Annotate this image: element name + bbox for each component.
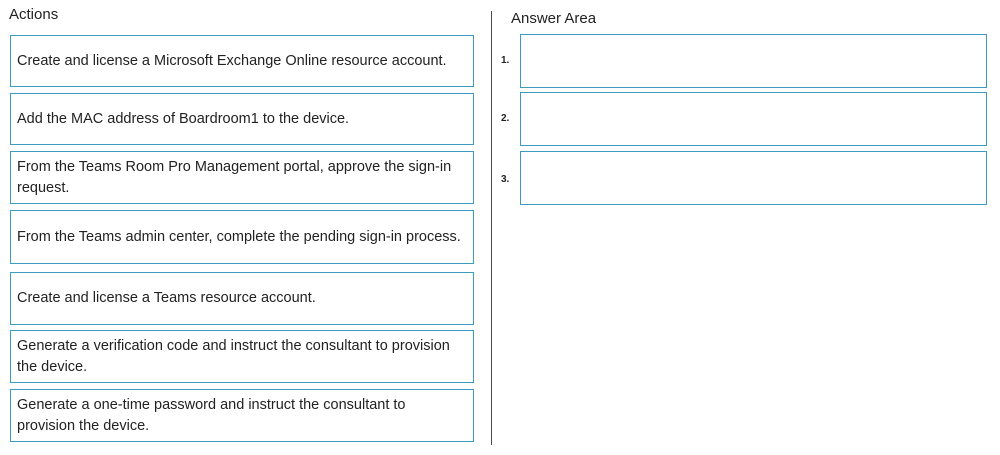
answer-slot-3[interactable]	[520, 151, 987, 205]
action-item-generate-verification-code[interactable]: Generate a verification code and instruct the consultant to provision the device.	[10, 330, 474, 383]
action-item-approve-sign-in-request[interactable]: From the Teams Room Pro Management portal, approve the sign-in request.	[10, 151, 474, 204]
answer-number-1: 1.	[501, 55, 510, 66]
answer-slot-1[interactable]	[520, 34, 987, 88]
answer-slot-2[interactable]	[520, 92, 987, 146]
column-divider	[491, 11, 492, 445]
answer-number-2: 2.	[501, 113, 510, 124]
actions-heading: Actions	[9, 6, 59, 23]
action-item-generate-one-time-password[interactable]: Generate a one-time password and instruct the consultant to provision the device.	[10, 389, 474, 442]
answer-number-3: 3.	[501, 174, 510, 185]
action-item-complete-pending-sign-in[interactable]: From the Teams admin center, complete the pending sign-in process.	[10, 210, 474, 264]
answer-area-heading: Answer Area	[511, 10, 597, 27]
action-item-teams-resource-account[interactable]: Create and license a Teams resource account.	[10, 272, 474, 325]
action-item-exchange-resource-account[interactable]: Create and license a Microsoft Exchange Online resource account.	[10, 35, 474, 87]
action-item-add-mac-address[interactable]: Add the MAC address of Boardroom1 to the device.	[10, 93, 474, 145]
